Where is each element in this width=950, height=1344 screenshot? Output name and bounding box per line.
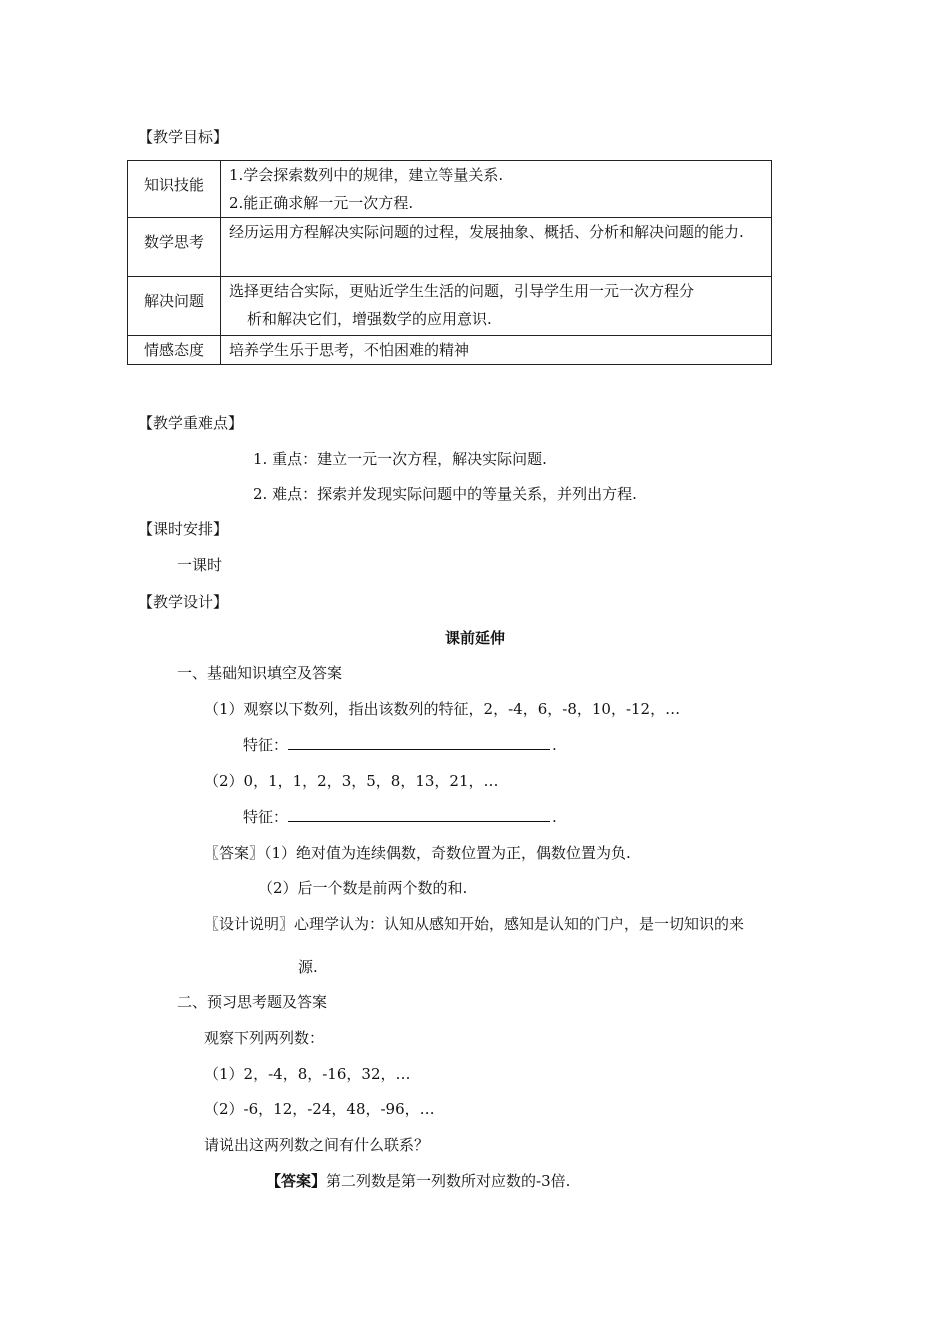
table-row-knowledge — [128, 161, 772, 218]
section-title: 课前延伸 — [444, 629, 505, 647]
knowledge-label: 知识技能 — [128, 161, 221, 218]
feature-label: 特征： — [243, 736, 289, 754]
knowledge-content — [221, 161, 772, 218]
feature-line-1 — [243, 735, 557, 755]
table-row-problem — [128, 277, 772, 336]
answer-tag: 【答案】 — [266, 1172, 327, 1190]
problem-line-2: 析和解决它们，增强数学的应用意识. — [247, 310, 492, 328]
schedule-heading: 【课时安排】 — [138, 520, 229, 538]
attitude-label: 情感态度 — [128, 336, 221, 365]
problem-content — [221, 277, 772, 336]
design-note-line-1: 〖设计说明〗心理学认为：认知从感知开始，感知是认知的门户，是一切知识的来 — [204, 915, 745, 933]
table-row-attitude — [128, 336, 772, 365]
problem-line-1: 选择更结合实际，更贴近学生生活的问题，引导学生用一元一次方程分 — [229, 282, 695, 300]
sequence-2: （2）-6，12，-24，48，-96，… — [204, 1100, 435, 1118]
knowledge-line-2: 2.能正确求解一元一次方程. — [229, 194, 414, 212]
part2-answer — [266, 1171, 570, 1191]
answer-blank-2[interactable] — [288, 807, 550, 822]
part2-intro: 观察下列两列数： — [204, 1029, 325, 1047]
design-note-line-2: 源. — [298, 958, 318, 976]
key-point-1: 1. 重点：建立一元一次方程，解决实际问题. — [253, 450, 547, 468]
part2-question: 请说出这两列数之间有什么联系？ — [204, 1136, 430, 1154]
answer-line-2: （2）后一个数是前两个数的和. — [258, 879, 468, 897]
question-2: （2）0，1，1，2，3，5，8，13，21，… — [204, 772, 499, 790]
feature-line-2 — [243, 807, 557, 827]
thinking-label: 数学思考 — [128, 218, 221, 277]
thinking-content: 经历运用方程解决实际问题的过程，发展抽象、概括、分析和解决问题的能力. — [221, 218, 772, 277]
key-points-heading: 【教学重难点】 — [138, 414, 244, 432]
schedule-value: 一课时 — [177, 556, 223, 574]
feature-label: 特征： — [243, 808, 289, 826]
sequence-1: （1）2，-4，8，-16，32，… — [204, 1065, 411, 1083]
answer-blank-1[interactable] — [288, 735, 550, 750]
blank-end: . — [552, 808, 557, 826]
blank-end: . — [552, 736, 557, 754]
objectives-table — [127, 160, 772, 365]
knowledge-line-1: 1.学会探索数列中的规律，建立等量关系. — [229, 166, 504, 184]
part2-title: 二、预习思考题及答案 — [177, 993, 328, 1011]
question-1: （1）观察以下数列，指出该数列的特征，2，-4，6，-8，10，-12，… — [204, 700, 681, 718]
design-heading: 【教学设计】 — [138, 593, 229, 611]
attitude-content: 培养学生乐于思考，不怕困难的精神 — [221, 336, 772, 365]
part1-title: 一、基础知识填空及答案 — [177, 664, 343, 682]
table-row-thinking — [128, 218, 772, 277]
problem-label: 解决问题 — [128, 277, 221, 336]
answer-line-1: 〖答案〗（1）绝对值为连续偶数，奇数位置为正，偶数位置为负. — [204, 844, 631, 862]
objectives-heading: 【教学目标】 — [138, 128, 229, 146]
key-point-2: 2. 难点：探索并发现实际问题中的等量关系，并列出方程. — [253, 485, 637, 503]
answer-text: 第二列数是第一列数所对应数的-3倍. — [326, 1172, 571, 1190]
